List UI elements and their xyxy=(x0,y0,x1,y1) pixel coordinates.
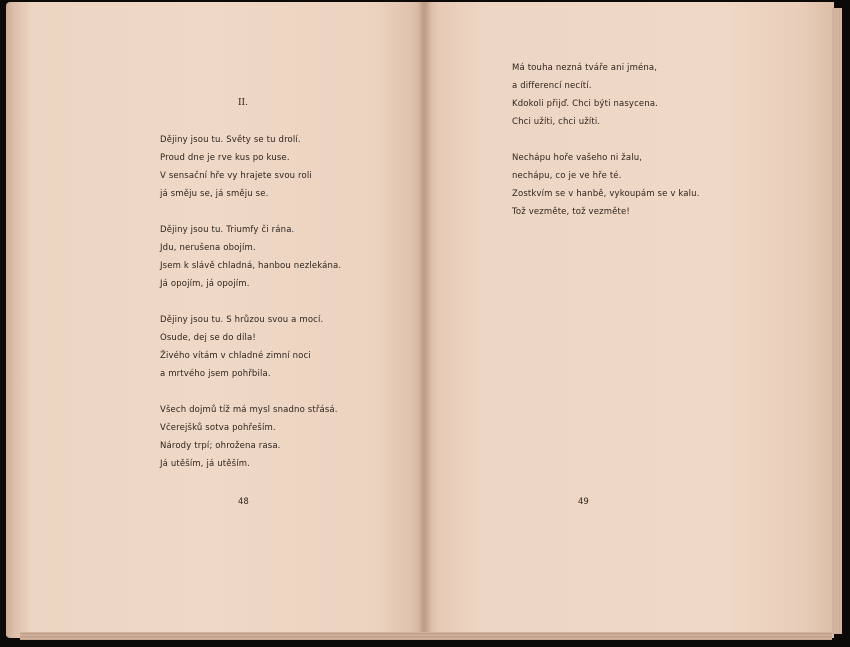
poem-line: Osude, dej se do díla! xyxy=(160,333,256,343)
poem-line: Tož vezměte, tož vezměte! xyxy=(512,207,630,217)
poem-line: Jdu, nerušena obojím. xyxy=(160,243,256,253)
poem-line: Kdokoli přijď. Chci býti nasycena. xyxy=(512,99,659,109)
poem-line: Živého vítám v chladné zimní noci xyxy=(160,351,311,361)
right-page-edge xyxy=(832,8,842,634)
stanza xyxy=(512,149,700,221)
poem-line: Včerejšků sotva pohřeším. xyxy=(160,423,276,433)
bottom-page-edge xyxy=(20,632,832,640)
poem-line: Já utěším, já utěším. xyxy=(160,459,250,469)
poem-line: Dějiny jsou tu. Světy se tu drolí. xyxy=(160,135,301,145)
poem-line: V sensační hře vy hrajete svou roli xyxy=(160,171,312,181)
right-poem-text xyxy=(512,59,700,239)
poem-line: a differencí necítí. xyxy=(512,81,592,91)
poem-line: Dějiny jsou tu. S hrůzou svou a mocí. xyxy=(160,315,324,325)
page-number: 49 xyxy=(578,497,589,507)
left-page xyxy=(6,2,424,638)
open-book xyxy=(6,2,840,642)
poem-line: Proud dne je rve kus po kuse. xyxy=(160,153,290,163)
page-number: 48 xyxy=(238,497,249,507)
poem-line: Já opojím, já opojím. xyxy=(160,279,250,289)
poem-line: Dějiny jsou tu. Triumfy či rána. xyxy=(160,225,295,235)
poem-line: Národy trpí; ohrožena rasa. xyxy=(160,441,281,451)
poem-line: Všech dojmů tíž má mysl snadno střásá. xyxy=(160,405,338,415)
poem-line: Má touha nezná tváře ani jména, xyxy=(512,63,658,73)
poem-line: já směju se, já směju se. xyxy=(160,189,269,199)
poem-line: Nechápu hoře vašeho ni žalu, xyxy=(512,153,643,163)
stanza xyxy=(160,131,341,203)
poem-line: Jsem k slávě chladná, hanbou nezlekána. xyxy=(160,261,342,271)
stanza xyxy=(160,311,341,383)
poem-line: a mrtvého jsem pohřbila. xyxy=(160,369,271,379)
left-poem-text xyxy=(160,131,341,491)
right-page xyxy=(424,2,834,638)
stanza xyxy=(160,221,341,293)
poem-line: Zostkvím se v hanbě, vykoupám se v kalu. xyxy=(512,189,700,199)
stanza xyxy=(512,59,700,131)
poem-heading: II. xyxy=(238,98,248,108)
poem-line: nechápu, co je ve hře té. xyxy=(512,171,622,181)
stanza xyxy=(160,401,341,473)
book-gutter xyxy=(418,2,432,638)
poem-line: Chci užíti, chci užíti. xyxy=(512,117,601,127)
